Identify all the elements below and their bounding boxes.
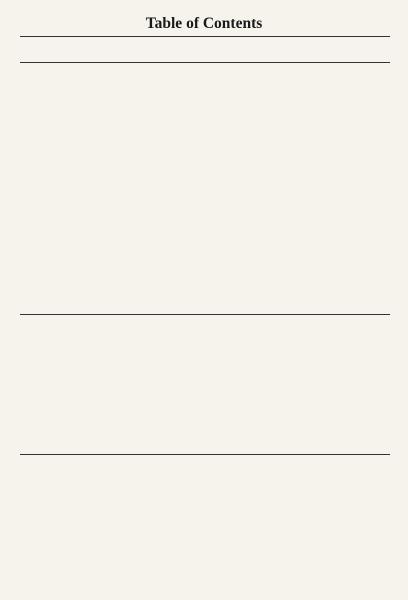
section-rule (20, 314, 390, 315)
section-rule (20, 62, 390, 63)
section-rule (20, 36, 390, 37)
page-title: Table of Contents (145, 15, 263, 32)
section-rule (20, 454, 390, 455)
